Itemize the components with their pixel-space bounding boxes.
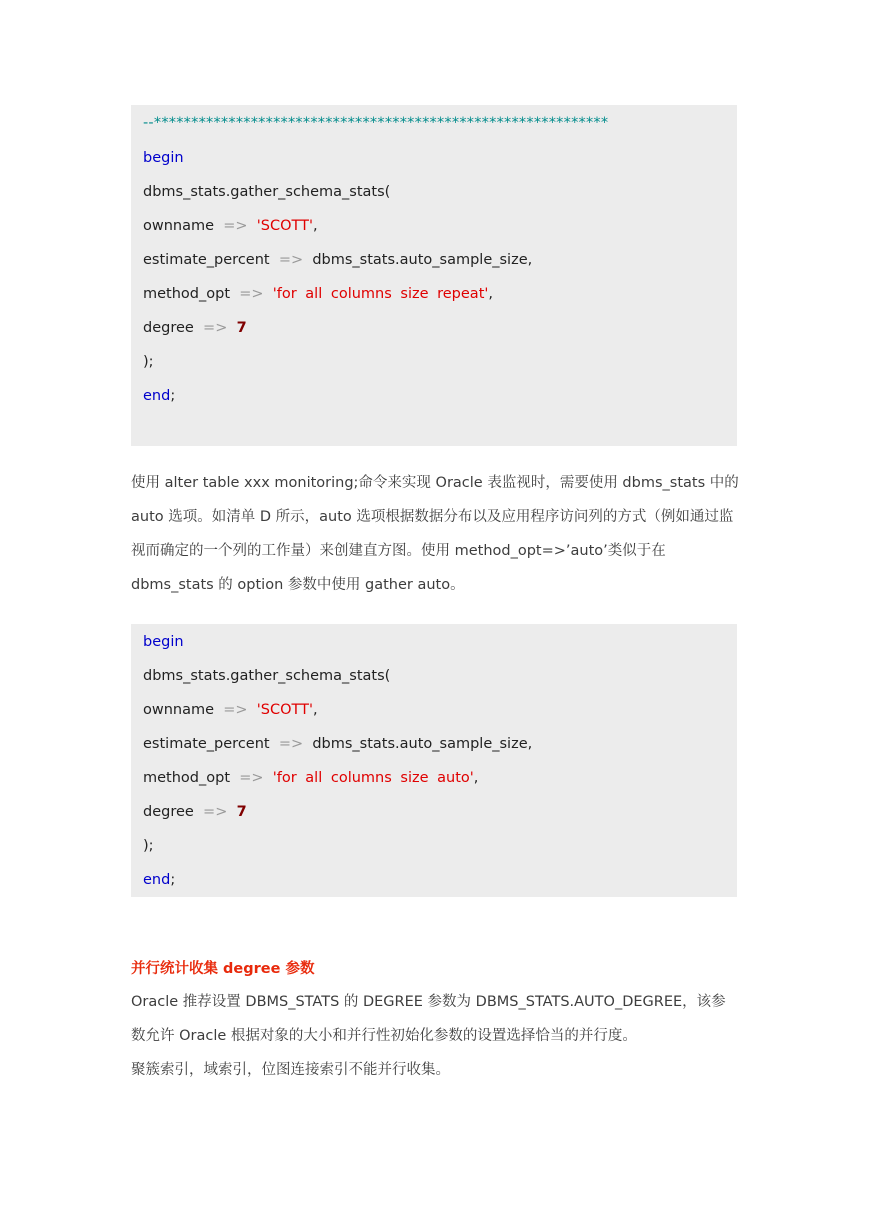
code-line-close: );	[143, 838, 154, 854]
param-value: dbms_stats.auto_sample_size,	[312, 736, 533, 752]
arrow-operator: =>	[239, 286, 264, 302]
code-line-method-opt	[143, 761, 478, 795]
code-line-end	[143, 863, 175, 897]
paragraph-line: 视而确定的一个列的工作量）来创建直方图。使用 method_opt=>’auto’类似于在	[131, 543, 666, 559]
string-literal: 'for all columns size repeat'	[272, 286, 489, 302]
param-name: estimate_percent	[143, 252, 270, 268]
arrow-operator: =>	[239, 770, 264, 786]
code-line-end	[143, 379, 175, 413]
paragraph-line: Oracle 推荐设置 DBMS_STATS 的 DEGREE 参数为 DBMS_STATS.AUTO_DEGREE，该参	[131, 994, 726, 1010]
code-block-gather-repeat	[131, 105, 737, 446]
section-heading: 并行统计收集 degree 参数	[131, 961, 315, 977]
string-literal: 'for all columns size auto'	[272, 770, 474, 786]
string-literal: 'SCOTT'	[256, 218, 313, 234]
number-literal: 7	[236, 804, 247, 820]
code-line-ownname	[143, 209, 318, 243]
paragraph-line: dbms_stats 的 option 参数中使用 gather auto。	[131, 577, 465, 593]
param-name: degree	[143, 804, 194, 820]
paragraph-line: 聚簇索引，域索引，位图连接索引不能并行收集。	[131, 1062, 450, 1078]
code-line-degree	[143, 311, 247, 345]
keyword-end: end	[143, 872, 171, 888]
code-line-estimate-percent	[143, 727, 532, 761]
code-line-begin	[143, 141, 184, 175]
arrow-operator: =>	[203, 320, 228, 336]
code-line-call: dbms_stats.gather_schema_stats(	[143, 184, 391, 200]
keyword-end: end	[143, 388, 171, 404]
param-name: degree	[143, 320, 194, 336]
code-line-method-opt	[143, 277, 493, 311]
code-block-gather-auto	[131, 624, 737, 897]
code-line-estimate-percent	[143, 243, 532, 277]
param-name: estimate_percent	[143, 736, 270, 752]
code-line-ownname	[143, 693, 318, 727]
code-line-call: dbms_stats.gather_schema_stats(	[143, 668, 391, 684]
arrow-operator: =>	[223, 702, 248, 718]
code-line-degree	[143, 795, 247, 829]
code-line-begin	[143, 625, 184, 659]
paragraph-line: auto 选项。如清单 D 所示，auto 选项根据数据分布以及应用程序访问列的方式（例如通过监	[131, 509, 734, 525]
punctuation: ,	[473, 770, 479, 786]
punctuation: ,	[488, 286, 493, 302]
param-name: method_opt	[143, 770, 231, 786]
keyword-begin: begin	[143, 150, 184, 166]
arrow-operator: =>	[278, 252, 304, 268]
punctuation: ;	[170, 388, 176, 404]
param-name: ownname	[143, 218, 215, 234]
code-comment: --*************************************************************	[143, 115, 609, 131]
number-literal: 7	[236, 320, 247, 336]
paragraph-line: 数允许 Oracle 根据对象的大小和并行性初始化参数的设置选择恰当的并行度。	[131, 1028, 637, 1044]
string-literal: 'SCOTT'	[256, 702, 313, 718]
punctuation: ,	[312, 218, 318, 234]
arrow-operator: =>	[278, 736, 304, 752]
punctuation: ,	[312, 702, 318, 718]
param-name: ownname	[143, 702, 215, 718]
param-name: method_opt	[143, 286, 231, 302]
arrow-operator: =>	[203, 804, 228, 820]
paragraph-line: 使用 alter table xxx monitoring;命令来实现 Oracle 表监视时，需要使用 dbms_stats 中的	[131, 475, 739, 491]
punctuation: ;	[170, 872, 176, 888]
keyword-begin: begin	[143, 634, 184, 650]
arrow-operator: =>	[223, 218, 248, 234]
code-line-close: );	[143, 354, 154, 370]
param-value: dbms_stats.auto_sample_size,	[312, 252, 533, 268]
